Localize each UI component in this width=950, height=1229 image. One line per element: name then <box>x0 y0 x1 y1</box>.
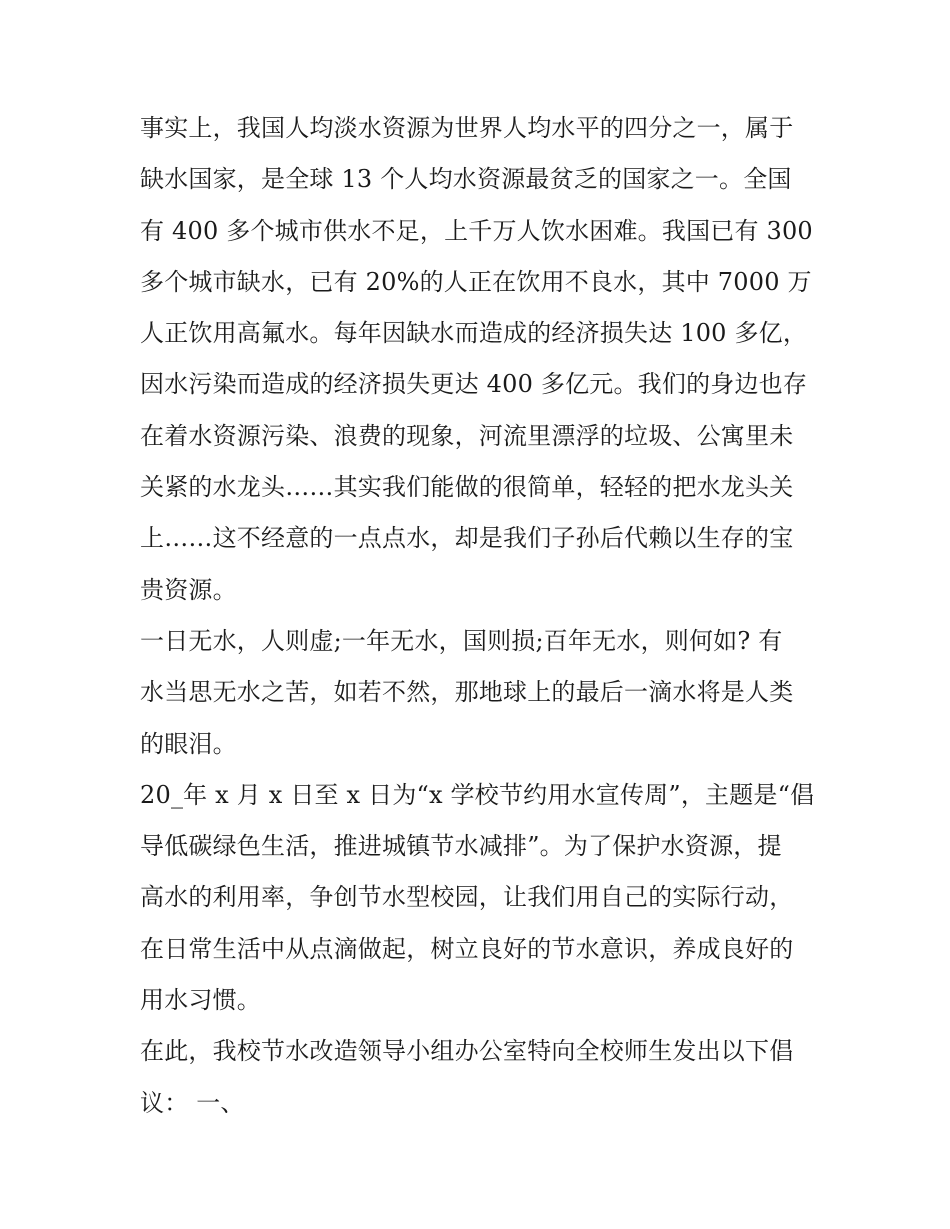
text-line: 一日无水，人则虚;一年无水，国则损;百年无水，则何如? 有 <box>140 626 783 655</box>
text-line: 在此，我校节水改造领导小组办公室特向全校师生发出以下倡 <box>140 1037 794 1066</box>
text-line: 议： 一、 <box>140 1088 245 1117</box>
text-line: 事实上，我国人均淡水资源为世界人均水平的四分之一，属于 <box>140 114 794 142</box>
text-line: 水当思无水之苦，如若不然，那地球上的最后一滴水将是人类 <box>140 678 794 707</box>
text-line: 在日常生活中从点滴做起，树立良好的节水意识，养成良好的 <box>140 934 794 963</box>
text-line: 有 400 多个城市供水不足，上千万人饮水困难。我国已有 300 <box>140 216 813 245</box>
text-line: 贵资源。 <box>140 575 237 604</box>
paragraph-proverb <box>140 616 820 770</box>
paragraph-campaign-week <box>140 770 820 1026</box>
text-line: 人正饮用高氟水。每年因缺水而造成的经济损失达 100 多亿， <box>140 319 808 348</box>
text-line: 因水污染而造成的经济损失更达 400 多亿元。我们的身边也存 <box>140 370 808 399</box>
paragraph-proposal-intro <box>140 1026 820 1129</box>
text-line: 用水习惯。 <box>140 986 261 1015</box>
text-line: 20_年 x 月 x 日至 x 日为“x 学校节约用水宣传周”，主题是“倡 <box>140 780 815 809</box>
text-line: 关紧的水龙头……其实我们能做的很简单，轻轻的把水龙头关 <box>140 473 794 502</box>
text-line: 高水的利用率，争创节水型校园，让我们用自己的实际行动， <box>140 883 794 912</box>
text-line: 缺水国家，是全球 13 个人均水资源最贫乏的国家之一。全国 <box>140 165 792 194</box>
text-line: 在着水资源污染、浪费的现象，河流里漂浮的垃圾、公寓里未 <box>140 421 794 450</box>
text-line: 多个城市缺水，已有 20%的人正在饮用不良水，其中 7000 万 <box>140 267 812 296</box>
text-line: 导低碳绿色生活，推进城镇节水减排”。为了保护水资源，提 <box>140 832 782 861</box>
paragraph-water-scarcity <box>140 103 820 616</box>
text-line: 的眼泪。 <box>140 729 237 758</box>
text-line: 上……这不经意的一点点水，却是我们子孙后代赖以生存的宝 <box>140 524 794 553</box>
document-body <box>140 103 820 1129</box>
